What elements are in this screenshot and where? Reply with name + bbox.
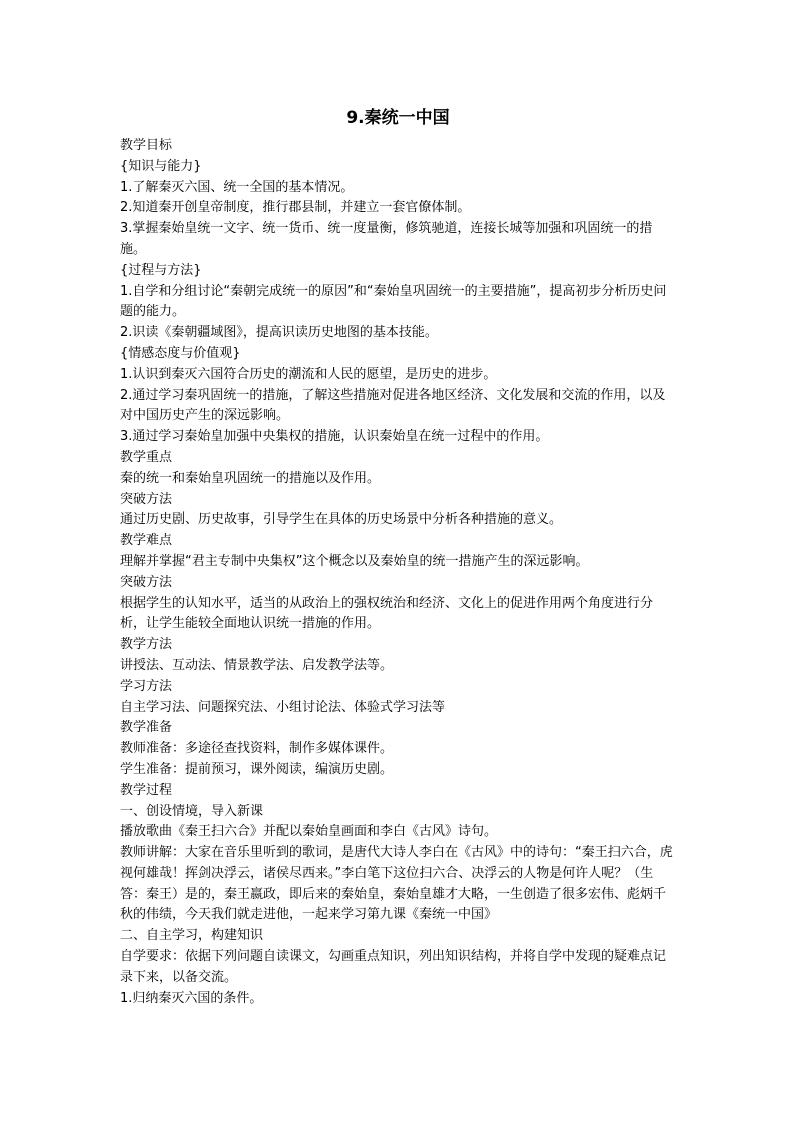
text-line: 2.通过学习秦巩固统一的措施，了解这些措施对促进各地区经济、文化发展和交流的作用，以及对中国历史产生的深远影响。 [120, 387, 666, 424]
text-line: 根据学生的认知水平，适当的从政治上的强权统治和经济、文化上的促进作用两个角度进行分析，让学生能较全面地认识统一措施的作用。 [120, 595, 654, 632]
text-line: 播放歌曲《秦王扫六合》并配以秦始皇画面和李白《古风》诗句。 [120, 824, 498, 840]
text-line: 教师讲解：大家在音乐里听到的歌词，是唐代大诗人李白在《古风》中的诗句：“秦王扫六合，虎视何雄哉！挥剑决浮云，诸侯尽西来。”李白笔下这位扫六合、决浮云的人物是何许人呢？（生答：秦王）是的，秦王嬴政，即后来的秦始皇，秦始皇雄才大略，一生创造了很多宏伟、彪炳千秋的伟绩，今天我们就走进他，一起来学习第九课《秦统一中国》 [120, 845, 673, 923]
text-line: 自学要求：依据下列问题自读课文，勾画重点知识，列出知识结构，并将自学中发现的疑难点记录下来，以备交流。 [120, 949, 667, 985]
text-line: 教学难点 [120, 533, 173, 549]
text-line: 自主学习法、问题探究法、小组讨论法、体验式学习法等 [120, 699, 446, 715]
text-line: 突破方法 [120, 491, 173, 507]
text-line: 2.知道秦开创皇帝制度，推行郡县制，并建立一套官僚体制。 [120, 200, 471, 216]
text-line: 学习方法 [120, 678, 173, 694]
text-line: 理解并掌握“君主专制中央集权”这个概念以及秦始皇的统一措施产生的深远影响。 [120, 553, 589, 569]
text-line: 3.掌握秦始皇统一文字、统一货币、统一度量衡，修筑驰道，连接长城等加强和巩固统一的措施。 [120, 221, 653, 257]
text-line: 突破方法 [120, 574, 173, 590]
text-line: {情感态度与价值观} [120, 345, 241, 361]
document-page [120, 106, 676, 1009]
text-line: 秦的统一和秦始皇巩固统一的措施以及作用。 [120, 470, 381, 486]
text-line: 讲授法、互动法、情景教学法、启发教学法等。 [120, 657, 394, 673]
text-line: 二、自主学习，构建知识 [120, 928, 264, 944]
text-line: {过程与方法} [120, 262, 202, 278]
text-line: 教师准备：多途径查找资料，制作多媒体课件。 [120, 741, 394, 757]
text-line: 一、创设情境，导入新课 [120, 803, 264, 819]
text-line: {知识与能力} [120, 158, 202, 174]
page-title: 9.秦统一中国 [346, 108, 450, 128]
text-line: 教学过程 [120, 782, 173, 798]
text-line: 教学方法 [120, 637, 173, 653]
text-line: 教学准备 [120, 720, 173, 736]
text-line: 学生准备：提前预习，课外阅读，编演历史剧。 [120, 761, 394, 777]
text-line: 教学重点 [120, 449, 173, 465]
text-line: 1.归纳秦灭六国的条件。 [120, 990, 263, 1006]
document-body [120, 136, 676, 1009]
text-line: 1.自学和分组讨论“秦朝完成统一的原因”和“秦始皇巩固统一的主要措施”，提高初步分析历史问题的能力。 [120, 283, 667, 320]
text-line: 3.通过学习秦始皇加强中央集权的措施，认识秦始皇在统一过程中的作用。 [120, 429, 549, 445]
text-line: 2.识读《秦朝疆域图》，提高识读历史地图的基本技能。 [120, 325, 438, 341]
text-line: 通过历史剧、历史故事，引导学生在具体的历史场景中分析各种措施的意义。 [120, 512, 563, 528]
text-line: 1.认识到秦灭六国符合历史的潮流和人民的愿望，是历史的进步。 [120, 366, 497, 382]
text-line: 教学目标 [120, 138, 173, 153]
text-line: 1.了解秦灭六国、统一全国的基本情况。 [120, 179, 354, 195]
